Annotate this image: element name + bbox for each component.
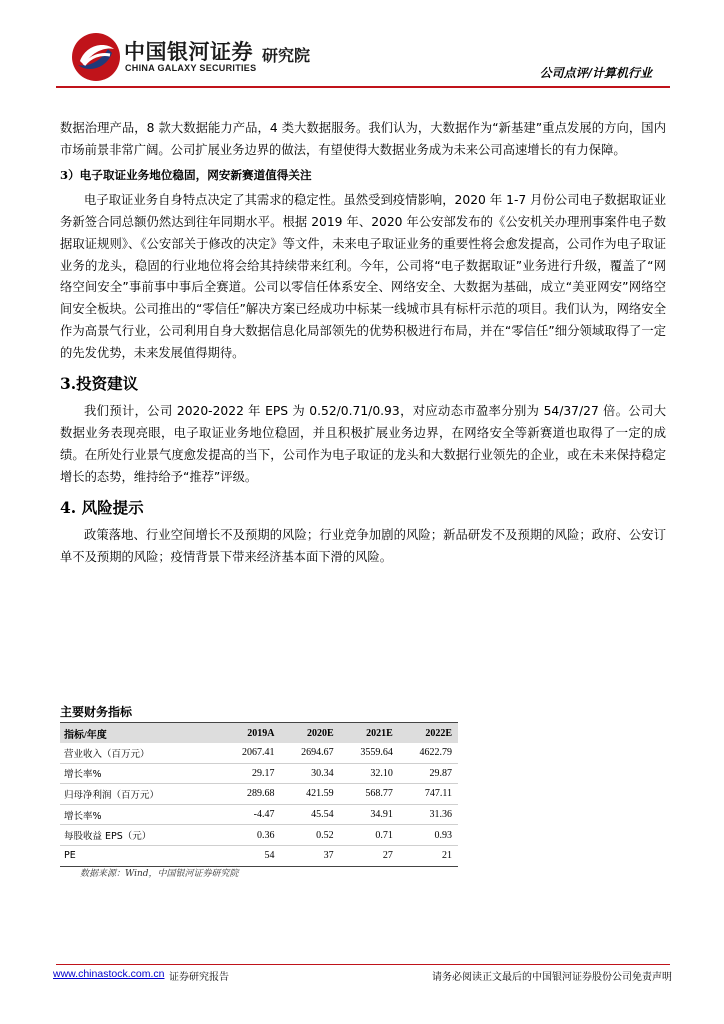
- heading-risk: 4. 风险提示: [60, 497, 144, 517]
- table-row: [60, 825, 458, 846]
- table-cell: 32.10: [340, 763, 399, 784]
- table-cell: 31.36: [399, 804, 458, 825]
- logo-cn-text: 中国银河证券: [124, 40, 253, 64]
- report-type: 公司点评/计算机行业: [539, 66, 652, 80]
- table-cell: 54: [221, 845, 280, 866]
- table-cell: 29.87: [399, 763, 458, 784]
- header-divider: [56, 86, 670, 88]
- header-cell: 2020E: [281, 723, 340, 744]
- table-cell: 747.11: [399, 784, 458, 805]
- table-row: [60, 743, 458, 763]
- table-cell: 0.71: [340, 825, 399, 846]
- paragraph-risk: 政策落地、行业空间增长不及预期的风险；行业竞争加剧的风险；新品研发不及预期的风险；政府、公安订单不及预期的风险；疫情背景下带来经济基本面下滑的风险。: [60, 527, 666, 564]
- website-link[interactable]: www.chinastock.com.cn: [53, 968, 165, 980]
- table-title: 主要财务指标: [60, 705, 133, 719]
- table-cell: -4.47: [221, 804, 280, 825]
- table-cell: 21: [399, 845, 458, 866]
- row-label: 每股收益 EPS（元）: [60, 825, 221, 846]
- table-cell: 0.52: [281, 825, 340, 846]
- table-row: [60, 845, 458, 866]
- financial-table: [60, 722, 458, 867]
- header-cell: 指标/年度: [60, 723, 221, 744]
- row-label: 营业收入（百万元）: [60, 743, 221, 763]
- footer-divider: [56, 964, 670, 965]
- footer-report-label: 证券研究报告: [169, 972, 229, 983]
- table-header-row: [60, 723, 458, 744]
- galaxy-logo-icon: [70, 31, 122, 83]
- table-cell: 3559.64: [340, 743, 399, 763]
- paragraph-bigdata: 数据治理产品，8 款大数据能力产品，4 类大数据服务。我们认为，大数据作为“新基建”重点发展的方向，国内市场前景非常广阔。公司扩展业务边界的做法，有望使得大数据业务成为未来公司高速增长的有力保障。: [60, 121, 666, 157]
- header-cell: 2019A: [221, 723, 280, 744]
- row-label: 增长率%: [60, 804, 221, 825]
- row-label: 增长率%: [60, 763, 221, 784]
- table-cell: 34.91: [340, 804, 399, 825]
- footer-disclaimer: 请务必阅读正文最后的中国银河证券股份公司免责声明: [432, 972, 672, 983]
- table-cell: 0.93: [399, 825, 458, 846]
- paragraph-forensics: 电子取证业务自身特点决定了其需求的稳定性。虽然受到疫情影响，2020 年 1-7 月份公司电子数据取证业务新签合同总额仍然达到往年同期水平。根据 2019 年、2020 年公安部发布的《公安机关办理刑事案件电子数据取证规则》、《公安部关于修改的决定》等文件，未来电子取证业务的重要性将会愈发提高，公司作为电子取证业务的龙头，稳固的行业地位将会给其持续带来红利。今年，公司将“电子数据取证”业务进行升级，覆盖了“网络空间安全”事前事中事后全赛道。公司以零信任体系安全、网络安全、大数据为基础，成立“美亚网安”网络空间安全板块。公司推出的“零信任”解决方案已经成功中标某一线城市具有标杆示范的项目。我们认为，网络安全作为高景气行业，公司利用自身大数据信息化局部领先的优势积极进行布局，并在“零信任”细分领域取得了一定的先发优势，未来发展值得期待。: [60, 192, 666, 361]
- logo-en-text: CHINA GALAXY SECURITIES: [125, 63, 257, 73]
- page-header: [0, 0, 724, 90]
- table-cell: 30.34: [281, 763, 340, 784]
- table-row: [60, 784, 458, 805]
- subheading-forensics: 3）电子取证业务地位稳固，网安新赛道值得关注: [60, 167, 312, 182]
- table-cell: 27: [340, 845, 399, 866]
- paragraph-investment: 我们预计，公司 2020-2022 年 EPS 为 0.52/0.71/0.93，对应动态市盈率分别为 54/37/27 倍。公司大数据业务表现亮眼，电子取证业务地位稳固，并且积极扩展业务边界，在网络安全等新赛道也取得了一定的成绩。在所处行业景气度愈发提高的当下，公司作为电子取证的龙头和大数据行业领先的企业，或在未来保持稳定增长的态势，维持给予“推荐”评级。: [60, 404, 666, 484]
- table-cell: 4622.79: [399, 743, 458, 763]
- header-cell: 2022E: [399, 723, 458, 744]
- table-cell: 0.36: [221, 825, 280, 846]
- logo-institute-text: 研究院: [262, 46, 311, 65]
- table-cell: 45.54: [281, 804, 340, 825]
- header-cell: 2021E: [340, 723, 399, 744]
- row-label: 归母净利润（百万元）: [60, 784, 221, 805]
- heading-investment: 3.投资建议: [60, 374, 139, 394]
- row-label: PE: [60, 845, 221, 866]
- table-row: [60, 763, 458, 784]
- table-cell: 289.68: [221, 784, 280, 805]
- table-cell: 2694.67: [281, 743, 340, 763]
- main-content: [60, 118, 666, 569]
- table-source-note: 数据来源：Wind，中国银河证券研究院: [80, 869, 239, 879]
- table-cell: 421.59: [281, 784, 340, 805]
- table-row: [60, 804, 458, 825]
- table-cell: 568.77: [340, 784, 399, 805]
- table-cell: 2067.41: [221, 743, 280, 763]
- table-cell: 29.17: [221, 763, 280, 784]
- table-cell: 37: [281, 845, 340, 866]
